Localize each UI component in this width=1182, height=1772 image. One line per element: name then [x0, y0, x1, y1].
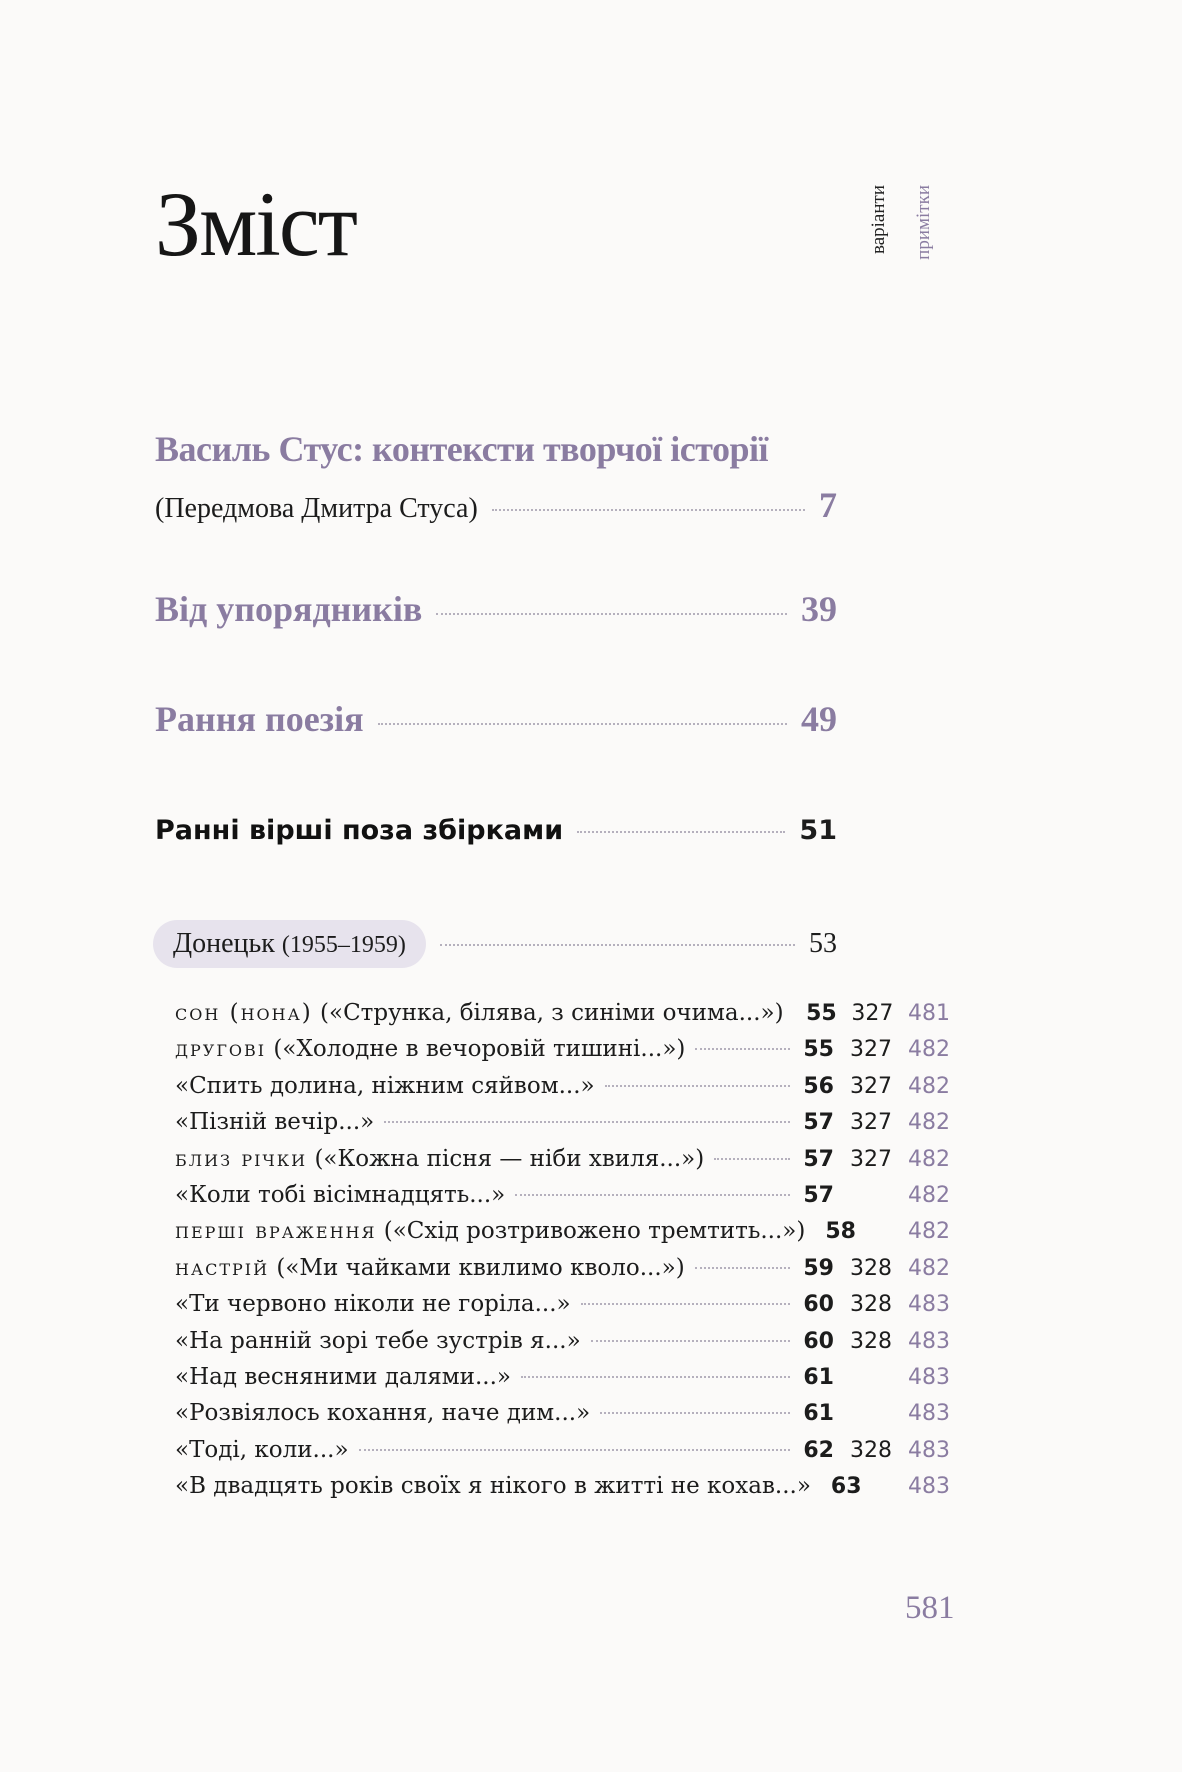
- preface-subtitle: (Передмова Дмитра Стуса): [155, 493, 478, 524]
- entry-title: [175, 1291, 571, 1317]
- early-poems-page: 51: [799, 815, 837, 846]
- entry-title-caps: перші враження: [175, 1218, 377, 1245]
- entry-page-notes: 482: [907, 1219, 950, 1245]
- leader-dots: [492, 509, 805, 511]
- entry-title: [175, 1255, 685, 1281]
- entry-title-text: «В двадцять років своїх я нікого в житті не кохав...»: [175, 1473, 811, 1500]
- entry-page-text: 55: [803, 1037, 834, 1063]
- entry-title-text: «На ранній зорі тебе зустрів я...»: [175, 1327, 581, 1354]
- entry-page-text: 60: [803, 1328, 834, 1354]
- entry-page-notes: 483: [908, 1365, 950, 1390]
- leader-dots: [436, 613, 787, 615]
- entry-page-notes: 483: [908, 1437, 950, 1463]
- entry-title-text: («Холодне в вечоровій тишині...»): [266, 1036, 686, 1063]
- from-editors-line[interactable]: [155, 588, 837, 630]
- entry-page-text: 63: [830, 1474, 862, 1500]
- entry-title-text: «Розвіялось кохання, наче дим...»: [175, 1400, 591, 1427]
- entry-title-text: «Спить долина, ніжним сяйвом...»: [175, 1072, 595, 1099]
- entry-title-text: «Коли тобі вісімнадцять...»: [175, 1182, 506, 1208]
- early-poetry-title: Рання поезія: [155, 699, 364, 739]
- entry-page-text: 61: [803, 1401, 834, 1427]
- entry-page-variants: 328: [850, 1292, 892, 1318]
- entry-page-notes: 482: [908, 1037, 950, 1063]
- leader-dots: [695, 1267, 790, 1269]
- entry-page-variants: 327: [850, 1073, 892, 1099]
- entry-page-notes: 483: [908, 1328, 950, 1354]
- preface-line[interactable]: [155, 484, 837, 526]
- entry-title: [175, 1109, 374, 1135]
- preface-page: 7: [819, 485, 837, 525]
- toc-entry[interactable]: [175, 1109, 950, 1145]
- leader-dots: [359, 1449, 790, 1451]
- leader-dots: [695, 1048, 790, 1050]
- donetsk-title: Донецьк: [173, 928, 275, 959]
- toc-entry[interactable]: [175, 1036, 950, 1072]
- entry-title: [175, 1364, 511, 1390]
- toc-entry[interactable]: [175, 1291, 950, 1327]
- early-poetry-page: 49: [801, 699, 837, 739]
- leader-dots: [605, 1085, 790, 1087]
- entry-page-notes: 483: [907, 1474, 950, 1500]
- entry-page-text: 57: [803, 1183, 834, 1208]
- entry-title: [175, 1182, 505, 1208]
- entry-page-notes: 482: [908, 1255, 950, 1281]
- entry-title: [175, 1473, 811, 1499]
- entry-title-caps: другові: [175, 1036, 267, 1063]
- toc-entry[interactable]: [175, 1073, 950, 1109]
- entry-title: [175, 1218, 805, 1244]
- entry-page-text: 58: [825, 1219, 856, 1245]
- toc-entry[interactable]: [175, 1364, 950, 1400]
- leader-dots: [440, 944, 795, 946]
- entry-page-variants: 328: [850, 1255, 892, 1281]
- donetsk-page: 53: [809, 928, 837, 959]
- entry-title-text: «Над весняними далями...»: [175, 1364, 512, 1390]
- entry-title-caps: сон (нона): [175, 1000, 313, 1026]
- early-poetry-line[interactable]: [155, 698, 837, 740]
- toc-entry[interactable]: [175, 1182, 950, 1218]
- leader-dots: [600, 1412, 790, 1414]
- entry-page-notes: 482: [908, 1183, 950, 1208]
- page-number: 581: [905, 1590, 955, 1626]
- from-editors-title: Від упорядників: [155, 589, 423, 629]
- entry-title-caps: настрій: [175, 1254, 270, 1281]
- entry-title-text: («Ми чайками квилимо кволо...»): [269, 1254, 685, 1281]
- toc-entry[interactable]: [175, 1328, 950, 1364]
- leader-dots: [581, 1303, 790, 1305]
- entry-title: [175, 1146, 704, 1172]
- entry-title-caps: близ річки: [175, 1145, 308, 1172]
- preface-title: Василь Стус: контексти творчої історії: [155, 429, 769, 469]
- entry-title: [175, 1000, 784, 1026]
- entry-page-text: 56: [803, 1073, 834, 1099]
- entry-title: [175, 1400, 590, 1426]
- column-head-variants: варіанти: [868, 185, 889, 255]
- entry-page-text: 62: [803, 1437, 834, 1463]
- entry-title-text: «Ти червоно ніколи не горіла...»: [175, 1291, 571, 1318]
- entry-page-variants: 327: [850, 1110, 892, 1136]
- entry-title-text: («Схід розтривожено тремтить...»): [376, 1218, 806, 1245]
- toc-entry[interactable]: [175, 1473, 950, 1509]
- entry-page-text: 59: [803, 1255, 834, 1281]
- entry-title-text: «Тоді, коли...»: [175, 1436, 349, 1463]
- entry-page-notes: 482: [908, 1146, 950, 1172]
- entry-page-text: 60: [803, 1292, 834, 1318]
- toc-entry[interactable]: [175, 1437, 950, 1473]
- leader-dots: [591, 1340, 790, 1342]
- toc-entry[interactable]: [175, 1255, 950, 1291]
- entry-page-text: 57: [803, 1110, 834, 1136]
- early-poems-title: Ранні вірші поза збірками: [155, 815, 564, 846]
- entry-page-variants: 327: [851, 1001, 894, 1026]
- toc-entry[interactable]: [175, 1146, 950, 1182]
- entry-title: [175, 1036, 685, 1062]
- entry-title: [175, 1437, 349, 1463]
- leader-dots: [384, 1121, 790, 1123]
- donetsk-line[interactable]: [153, 920, 837, 968]
- toc-entry[interactable]: [175, 1218, 950, 1254]
- entry-page-text: 61: [803, 1365, 834, 1390]
- entry-page-notes: 482: [908, 1110, 950, 1136]
- page-title: Зміст: [155, 173, 356, 275]
- entry-page-variants: 328: [850, 1328, 892, 1354]
- entry-title-text: («Струнка, білява, з синіми очима...»): [312, 1000, 784, 1026]
- leader-dots: [577, 831, 785, 833]
- entry-page-notes: 483: [908, 1292, 950, 1318]
- toc-entry[interactable]: [175, 1000, 950, 1036]
- entry-title: [175, 1073, 595, 1099]
- early-poems-line[interactable]: [155, 815, 837, 846]
- leader-dots: [378, 723, 787, 725]
- entry-page-notes: 483: [908, 1401, 950, 1427]
- entry-page-notes: 482: [908, 1073, 950, 1099]
- entry-page-text: 55: [806, 1001, 837, 1026]
- entry-page-notes: 481: [908, 1001, 950, 1026]
- leader-dots: [515, 1194, 790, 1196]
- donetsk-years: (1955–1959): [281, 932, 406, 958]
- entry-page-variants: 327: [850, 1037, 892, 1063]
- toc-entry[interactable]: [175, 1400, 950, 1436]
- entry-page-variants: 327: [850, 1146, 892, 1172]
- entry-page-text: 57: [803, 1146, 834, 1172]
- leader-dots: [521, 1376, 790, 1378]
- entry-title-text: «Пізній вечір...»: [175, 1109, 375, 1136]
- column-head-notes: примітки: [913, 185, 934, 260]
- entry-title-text: («Кожна пісня — ніби хвиля...»): [307, 1145, 705, 1172]
- leader-dots: [714, 1158, 790, 1160]
- from-editors-page: 39: [801, 589, 837, 629]
- entry-page-variants: 328: [850, 1437, 892, 1463]
- donetsk-pill: [153, 920, 426, 968]
- entry-title: [175, 1328, 581, 1354]
